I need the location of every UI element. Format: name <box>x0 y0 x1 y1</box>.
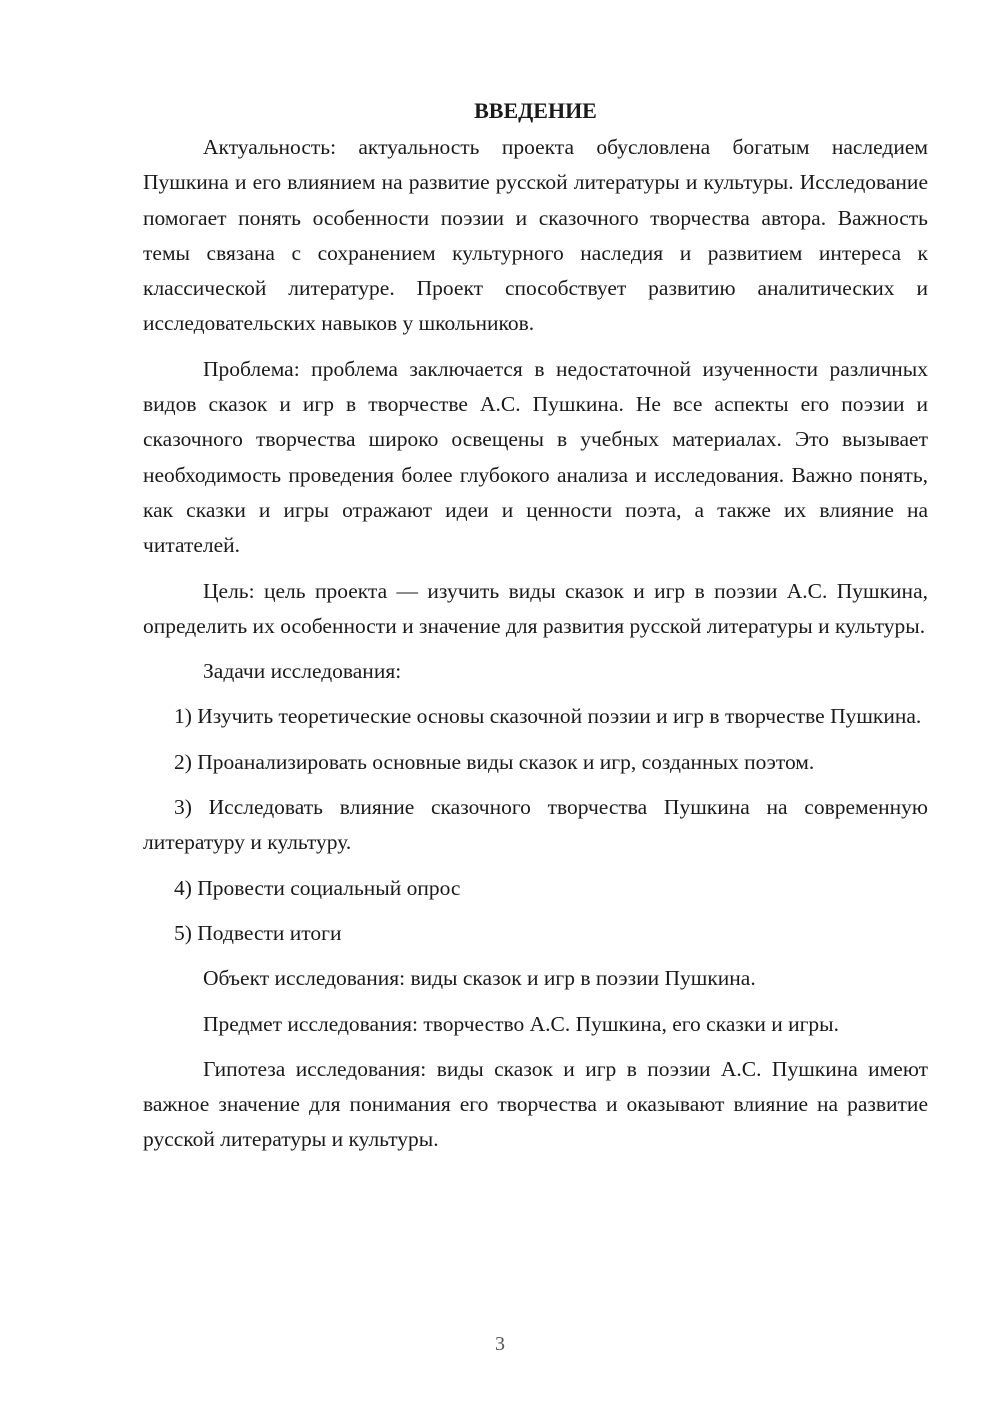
document-page <box>143 96 928 1158</box>
object-paragraph: Объект исследования: виды сказок и игр в поэзии Пушкина. <box>203 966 756 991</box>
subject-paragraph: Предмет исследования: творчество А.С. Пушкина, его сказки и игры. <box>203 1011 839 1036</box>
task-item-5: 5) Подвести итоги <box>174 920 342 945</box>
task-item-4: 4) Провести социальный опрос <box>174 875 461 900</box>
problem-paragraph: Проблема: проблема заключается в недостаточной изученности различных видов сказок и игр в творчестве А.С. Пушкина. Не все аспекты его поэзии и сказочного творчества широко освещены в учебных материалах. Это вызывает необходимость проведения более глубокого анализа и исследования. Важно понять, как сказки и игры отражают идеи и ценности поэта, а также их влияние на читателей. <box>143 356 928 558</box>
tasks-heading: Задачи исследования: <box>203 659 402 684</box>
hypothesis-paragraph: Гипотеза исследования: виды сказок и игр в поэзии А.С. Пушкина имеют важное значение для понимания его творчества и оказывают влияние на развитие русской литературы и культуры. <box>143 1056 928 1152</box>
goal-paragraph: Цель: цель проекта — изучить виды сказок и игр в поэзии А.С. Пушкина, определить их особенности и значение для развития русской литературы и культуры. <box>143 578 928 638</box>
task-item-1: 1) Изучить теоретические основы сказочной поэзии и игр в творчестве Пушкина. <box>174 704 922 729</box>
page-title: ВВЕДЕНИЕ <box>474 98 597 123</box>
task-item-2: 2) Проанализировать основные виды сказок и игр, созданных поэтом. <box>174 749 815 774</box>
relevance-paragraph: Актуальность: актуальность проекта обусловлена богатым наследием Пушкина и его влиянием на развитие русской литературы и культуры. Исследование помогает понять особенности поэзии и сказочного творчества автора. Важность темы связана с сохранением культурного наследия и развитием интереса к классической литературе. Проект способствует развитию аналитических и исследовательских навыков у школьников. <box>143 135 928 336</box>
page-number: 3 <box>495 1333 505 1355</box>
task-item-3: 3) Исследовать влияние сказочного творчества Пушкина на современную литературу и культуру. <box>143 795 928 855</box>
